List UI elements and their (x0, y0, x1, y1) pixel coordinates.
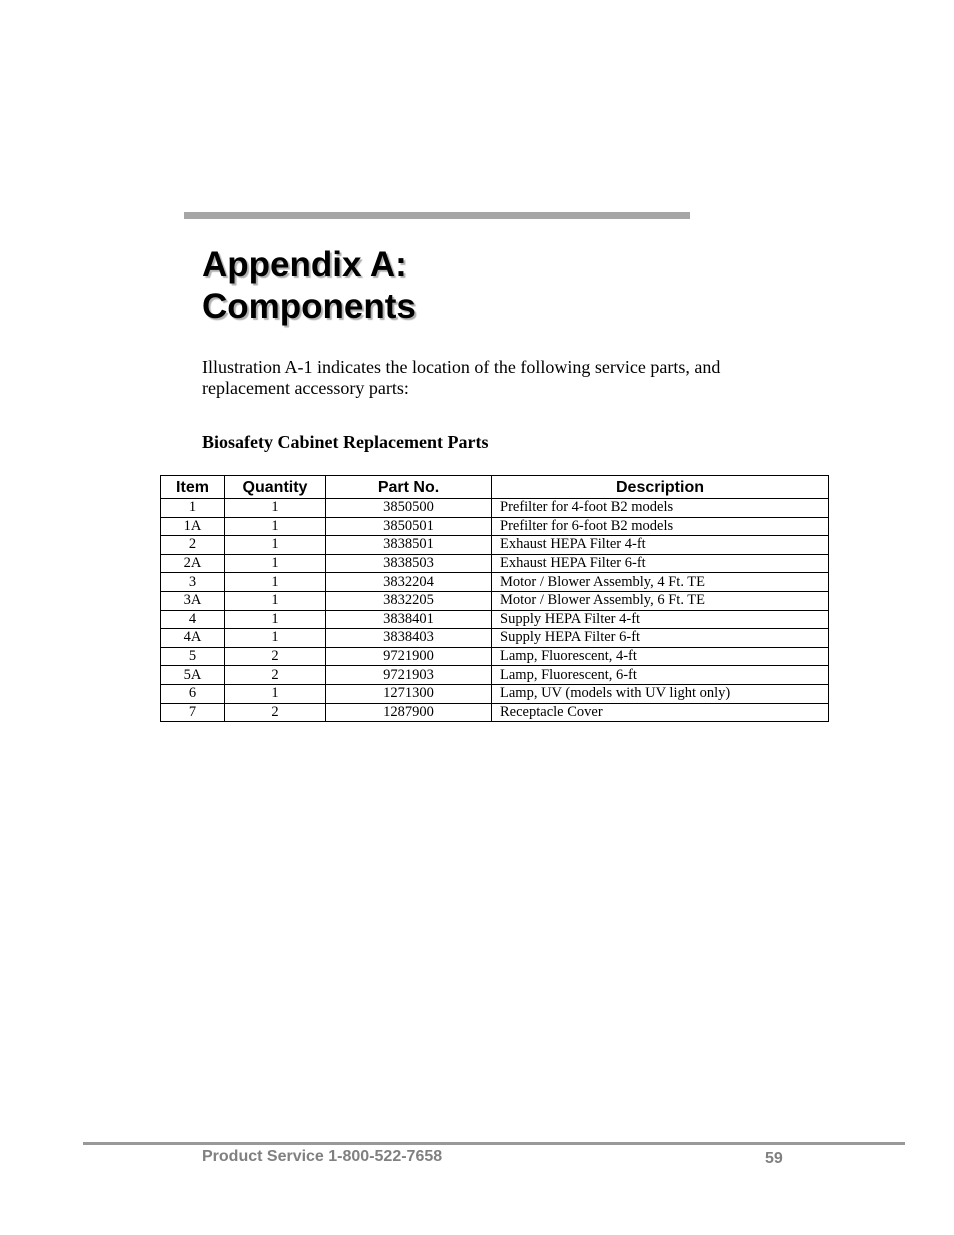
table-row (161, 591, 829, 610)
cell-quantity: 2 (225, 703, 326, 722)
table-row (161, 647, 829, 666)
cell-description: Motor / Blower Assembly, 6 Ft. TE (492, 591, 829, 610)
cell-part-no: 3838403 (326, 629, 492, 648)
cell-part-no: 3838503 (326, 554, 492, 573)
table-row (161, 629, 829, 648)
cell-part-no: 3838501 (326, 536, 492, 555)
cell-description: Supply HEPA Filter 4-ft (492, 610, 829, 629)
cell-part-no: 1271300 (326, 684, 492, 703)
cell-description: Lamp, Fluorescent, 6-ft (492, 666, 829, 685)
cell-quantity: 1 (225, 684, 326, 703)
header-quantity: Quantity (225, 476, 326, 499)
table-row (161, 666, 829, 685)
cell-quantity: 1 (225, 591, 326, 610)
table-heading: Biosafety Cabinet Replacement Parts (202, 432, 489, 452)
cell-quantity: 1 (225, 554, 326, 573)
cell-description: Exhaust HEPA Filter 4-ft (492, 536, 829, 555)
table-row (161, 610, 829, 629)
cell-part-no: 3850501 (326, 517, 492, 536)
cell-quantity: 2 (225, 647, 326, 666)
cell-item: 3A (161, 591, 225, 610)
table-row (161, 554, 829, 573)
table-row (161, 517, 829, 536)
intro-line-1: Illustration A-1 indicates the location of the following service parts, and (202, 357, 721, 377)
table-row (161, 703, 829, 722)
table-header-row (161, 476, 829, 499)
cell-item: 2 (161, 536, 225, 555)
cell-part-no: 9721903 (326, 666, 492, 685)
cell-quantity: 1 (225, 573, 326, 592)
cell-description: Lamp, Fluorescent, 4-ft (492, 647, 829, 666)
cell-item: 2A (161, 554, 225, 573)
table-row (161, 684, 829, 703)
cell-item: 7 (161, 703, 225, 722)
parts-table (160, 475, 829, 722)
page-number: 59 (765, 1150, 783, 1167)
header-item: Item (161, 476, 225, 499)
cell-item: 1A (161, 517, 225, 536)
table-row (161, 536, 829, 555)
cell-quantity: 1 (225, 499, 326, 518)
header-part-no: Part No. (326, 476, 492, 499)
cell-quantity: 1 (225, 610, 326, 629)
intro-paragraph (202, 357, 782, 399)
cell-part-no: 3838401 (326, 610, 492, 629)
table-row (161, 573, 829, 592)
table-row (161, 499, 829, 518)
cell-quantity: 1 (225, 629, 326, 648)
cell-description: Exhaust HEPA Filter 6-ft (492, 554, 829, 573)
cell-part-no: 3832204 (326, 573, 492, 592)
cell-description: Prefilter for 6-foot B2 models (492, 517, 829, 536)
intro-line-2: replacement accessory parts: (202, 378, 409, 398)
cell-item: 5A (161, 666, 225, 685)
cell-part-no: 1287900 (326, 703, 492, 722)
cell-item: 4A (161, 629, 225, 648)
cell-quantity: 2 (225, 666, 326, 685)
cell-description: Motor / Blower Assembly, 4 Ft. TE (492, 573, 829, 592)
cell-item: 1 (161, 499, 225, 518)
footer-service-text: Product Service 1-800-522-7658 (202, 1148, 443, 1165)
top-rule (184, 212, 690, 219)
cell-part-no: 3832205 (326, 591, 492, 610)
cell-description: Supply HEPA Filter 6-ft (492, 629, 829, 648)
cell-part-no: 9721900 (326, 647, 492, 666)
cell-quantity: 1 (225, 517, 326, 536)
cell-quantity: 1 (225, 536, 326, 555)
cell-item: 4 (161, 610, 225, 629)
cell-description: Prefilter for 4-foot B2 models (492, 499, 829, 518)
cell-part-no: 3850500 (326, 499, 492, 518)
cell-item: 5 (161, 647, 225, 666)
header-description: Description (492, 476, 829, 499)
page-title-line-2: Components (202, 287, 416, 326)
page-title-line-1: Appendix A: (202, 245, 407, 284)
cell-item: 3 (161, 573, 225, 592)
cell-description: Lamp, UV (models with UV light only) (492, 684, 829, 703)
cell-item: 6 (161, 684, 225, 703)
footer-rule (83, 1142, 905, 1145)
cell-description: Receptacle Cover (492, 703, 829, 722)
page-title (202, 244, 416, 328)
